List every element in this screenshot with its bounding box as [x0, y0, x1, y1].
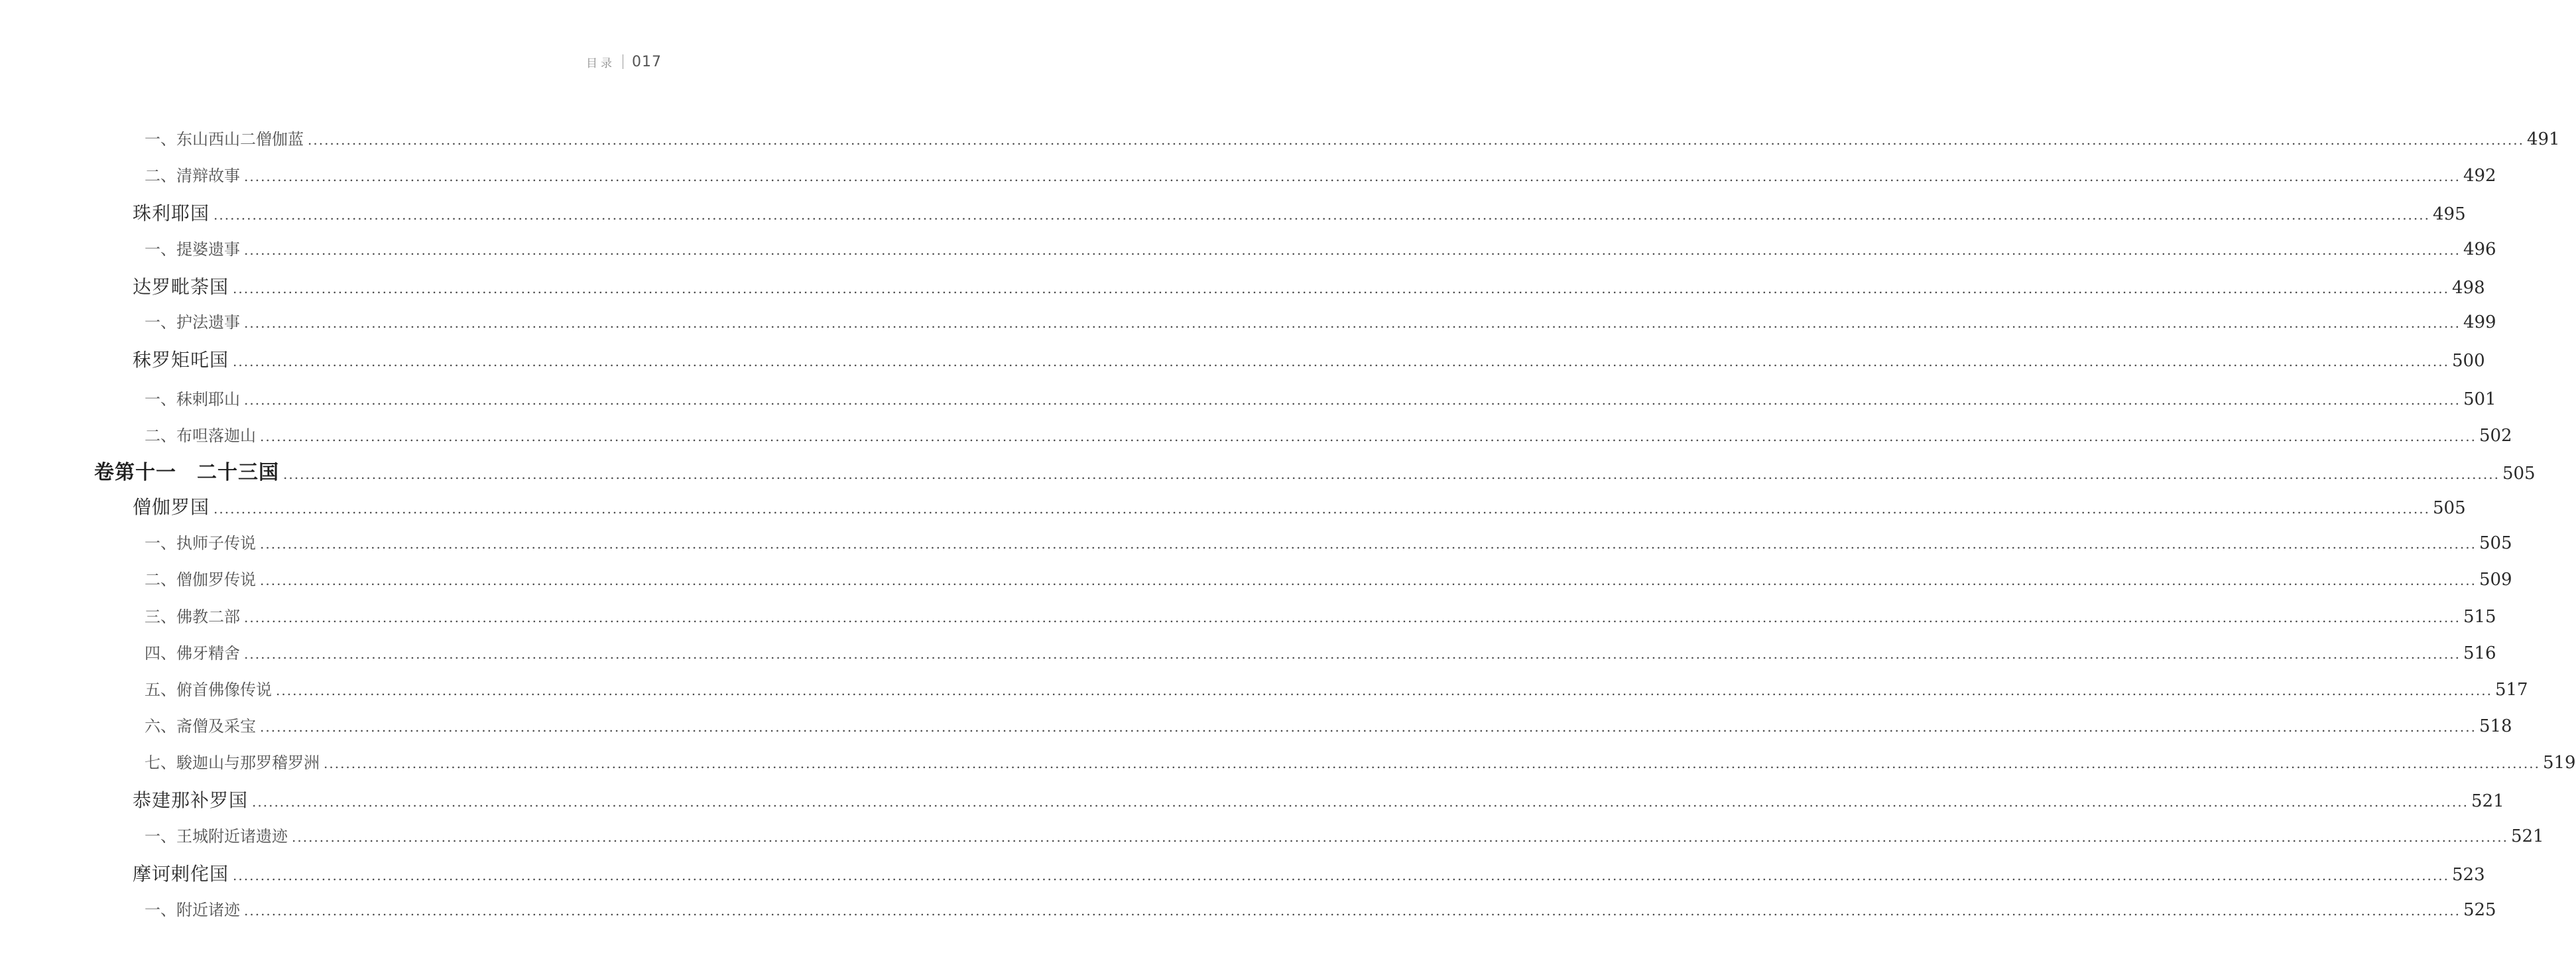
- toc-dot-leader: ................................................................................................................................................................................................................................................................................................................................................................................................................: [244, 168, 2461, 184]
- toc-entry-page-number: 500: [2451, 351, 2485, 371]
- toc-entry: [0, 163, 2496, 186]
- toc-entry: [0, 493, 2466, 519]
- toc-entry: [0, 346, 2485, 372]
- toc-entry-title: 三、佛教二部: [145, 608, 240, 626]
- toc-entry-title: 珠利耶国: [133, 202, 210, 224]
- header-section-title: 目录: [586, 56, 615, 70]
- toc-entry-page-number: 521: [2510, 826, 2544, 846]
- toc-entry: [0, 456, 2536, 485]
- toc-dot-leader: ................................................................................................................................................................................................................................................................................................................................................................................................................: [292, 829, 2508, 845]
- toc-dot-leader: ................................................................................................................................................................................................................................................................................................................................................................................................................: [244, 903, 2461, 919]
- toc-entry-title: 秣罗矩吒国: [133, 349, 229, 371]
- toc-entry: [0, 713, 2512, 736]
- toc-entry-page-number: 496: [2463, 239, 2496, 259]
- toc-entry-page-number: 502: [2479, 426, 2512, 446]
- toc-dot-leader: ................................................................................................................................................................................................................................................................................................................................................................................................................: [244, 392, 2461, 408]
- toc-entry-title: 摩诃剌侘国: [133, 863, 229, 885]
- toc-entry-page-number: 525: [2463, 900, 2496, 920]
- toc-entry-title: 一、护法遗事: [145, 313, 240, 332]
- toc-entry-page-number: 509: [2479, 570, 2512, 590]
- toc-entry-title: 卷第十一 二十三国: [94, 461, 279, 484]
- toc-entry: [0, 423, 2512, 446]
- toc-entry: [0, 823, 2544, 846]
- toc-entry-page-number: 516: [2463, 643, 2496, 663]
- toc-dot-leader: ................................................................................................................................................................................................................................................................................................................................................................................................................: [260, 428, 2477, 444]
- toc-entry-title: 一、执师子传说: [145, 534, 256, 553]
- toc-entry-page-number: 505: [2479, 533, 2512, 553]
- toc-dot-leader: ................................................................................................................................................................................................................................................................................................................................................................................................................: [252, 794, 2469, 810]
- toc-entry: [0, 236, 2496, 259]
- toc-entry: [0, 604, 2496, 627]
- toc-entry-page-number: 498: [2451, 278, 2485, 298]
- toc-dot-leader: ................................................................................................................................................................................................................................................................................................................................................................................................................: [260, 719, 2477, 735]
- header-page-number: 017: [632, 53, 662, 70]
- toc-entry-page-number: 521: [2471, 791, 2504, 811]
- toc-entry-page-number: 495: [2432, 204, 2466, 224]
- toc-entry-page-number: 499: [2463, 312, 2496, 332]
- toc-dot-leader: ................................................................................................................................................................................................................................................................................................................................................................................................................: [214, 207, 2430, 223]
- toc-entry: [0, 199, 2466, 226]
- toc-entry-title: 二、布呾落迦山: [145, 426, 256, 445]
- toc-dot-leader: ................................................................................................................................................................................................................................................................................................................................................................................................................: [276, 683, 2492, 698]
- toc-dot-leader: ................................................................................................................................................................................................................................................................................................................................................................................................................: [233, 354, 2449, 369]
- toc-entry-page-number: 501: [2463, 389, 2496, 409]
- toc-entry: [0, 786, 2504, 813]
- toc-entry: [0, 566, 2512, 590]
- toc-dot-leader: ................................................................................................................................................................................................................................................................................................................................................................................................................: [283, 466, 2500, 482]
- toc-entry-title: 一、秣剌耶山: [145, 390, 240, 409]
- toc-entry-page-number: 523: [2451, 865, 2485, 885]
- toc-dot-leader: ................................................................................................................................................................................................................................................................................................................................................................................................................: [244, 315, 2461, 331]
- toc-entry-title: 二、僧伽罗传说: [145, 570, 256, 589]
- toc-dot-leader: ................................................................................................................................................................................................................................................................................................................................................................................................................: [324, 755, 2540, 771]
- toc-entry: [0, 860, 2485, 886]
- toc-entry-title: 二、清辩故事: [145, 166, 240, 185]
- toc-entry-title: 一、王城附近诸遗迹: [145, 827, 288, 846]
- toc-entry: [0, 530, 2512, 553]
- toc-entry-page-number: 491: [2526, 129, 2560, 149]
- toc-entry-title: 四、佛牙精舍: [145, 644, 240, 663]
- toc-dot-leader: ................................................................................................................................................................................................................................................................................................................................................................................................................: [244, 610, 2461, 625]
- toc-entry-title: 六、斋僧及采宝: [145, 717, 256, 736]
- toc-entry: [0, 273, 2485, 299]
- toc-dot-leader: ................................................................................................................................................................................................................................................................................................................................................................................................................: [308, 132, 2524, 148]
- toc-dot-leader: ................................................................................................................................................................................................................................................................................................................................................................................................................: [233, 868, 2449, 883]
- toc-entry: [0, 386, 2496, 409]
- toc-entry-title: 恭建那补罗国: [133, 789, 249, 811]
- toc-entry: [0, 126, 2560, 149]
- toc-entry-title: 僧伽罗国: [133, 496, 210, 518]
- toc-entry-title: 一、东山西山二僧伽蓝: [145, 130, 304, 149]
- toc-entry-title: 一、提婆遗事: [145, 240, 240, 259]
- toc-entry-page-number: 519: [2542, 753, 2576, 773]
- toc-entry: [0, 309, 2496, 332]
- toc-entry-page-number: 518: [2479, 716, 2512, 736]
- toc-entry-page-number: 517: [2494, 680, 2528, 700]
- toc-entry-page-number: 505: [2502, 464, 2536, 484]
- toc-entry: [0, 749, 2576, 773]
- toc-entry-title: 七、駿迦山与那罗稽罗洲: [145, 753, 320, 772]
- toc-dot-leader: ................................................................................................................................................................................................................................................................................................................................................................................................................: [244, 242, 2461, 258]
- toc-dot-leader: ................................................................................................................................................................................................................................................................................................................................................................................................................: [260, 572, 2477, 588]
- toc-entry: [0, 640, 2496, 663]
- toc-entry: [0, 677, 2528, 700]
- toc-dot-leader: ................................................................................................................................................................................................................................................................................................................................................................................................................: [233, 281, 2449, 296]
- toc-dot-leader: ................................................................................................................................................................................................................................................................................................................................................................................................................: [214, 501, 2430, 517]
- toc-entry-page-number: 492: [2463, 166, 2496, 186]
- toc-entry-title: 达罗毗荼国: [133, 276, 229, 298]
- toc-dot-leader: ................................................................................................................................................................................................................................................................................................................................................................................................................: [244, 646, 2461, 662]
- toc-entry-title: 一、附近诸迹: [145, 901, 240, 919]
- toc-entry-page-number: 515: [2463, 607, 2496, 627]
- toc-entry: [0, 897, 2496, 920]
- toc-dot-leader: ................................................................................................................................................................................................................................................................................................................................................................................................................: [260, 536, 2477, 552]
- toc-entry-page-number: 505: [2432, 498, 2466, 518]
- toc-entry-title: 五、俯首佛像传说: [145, 681, 272, 699]
